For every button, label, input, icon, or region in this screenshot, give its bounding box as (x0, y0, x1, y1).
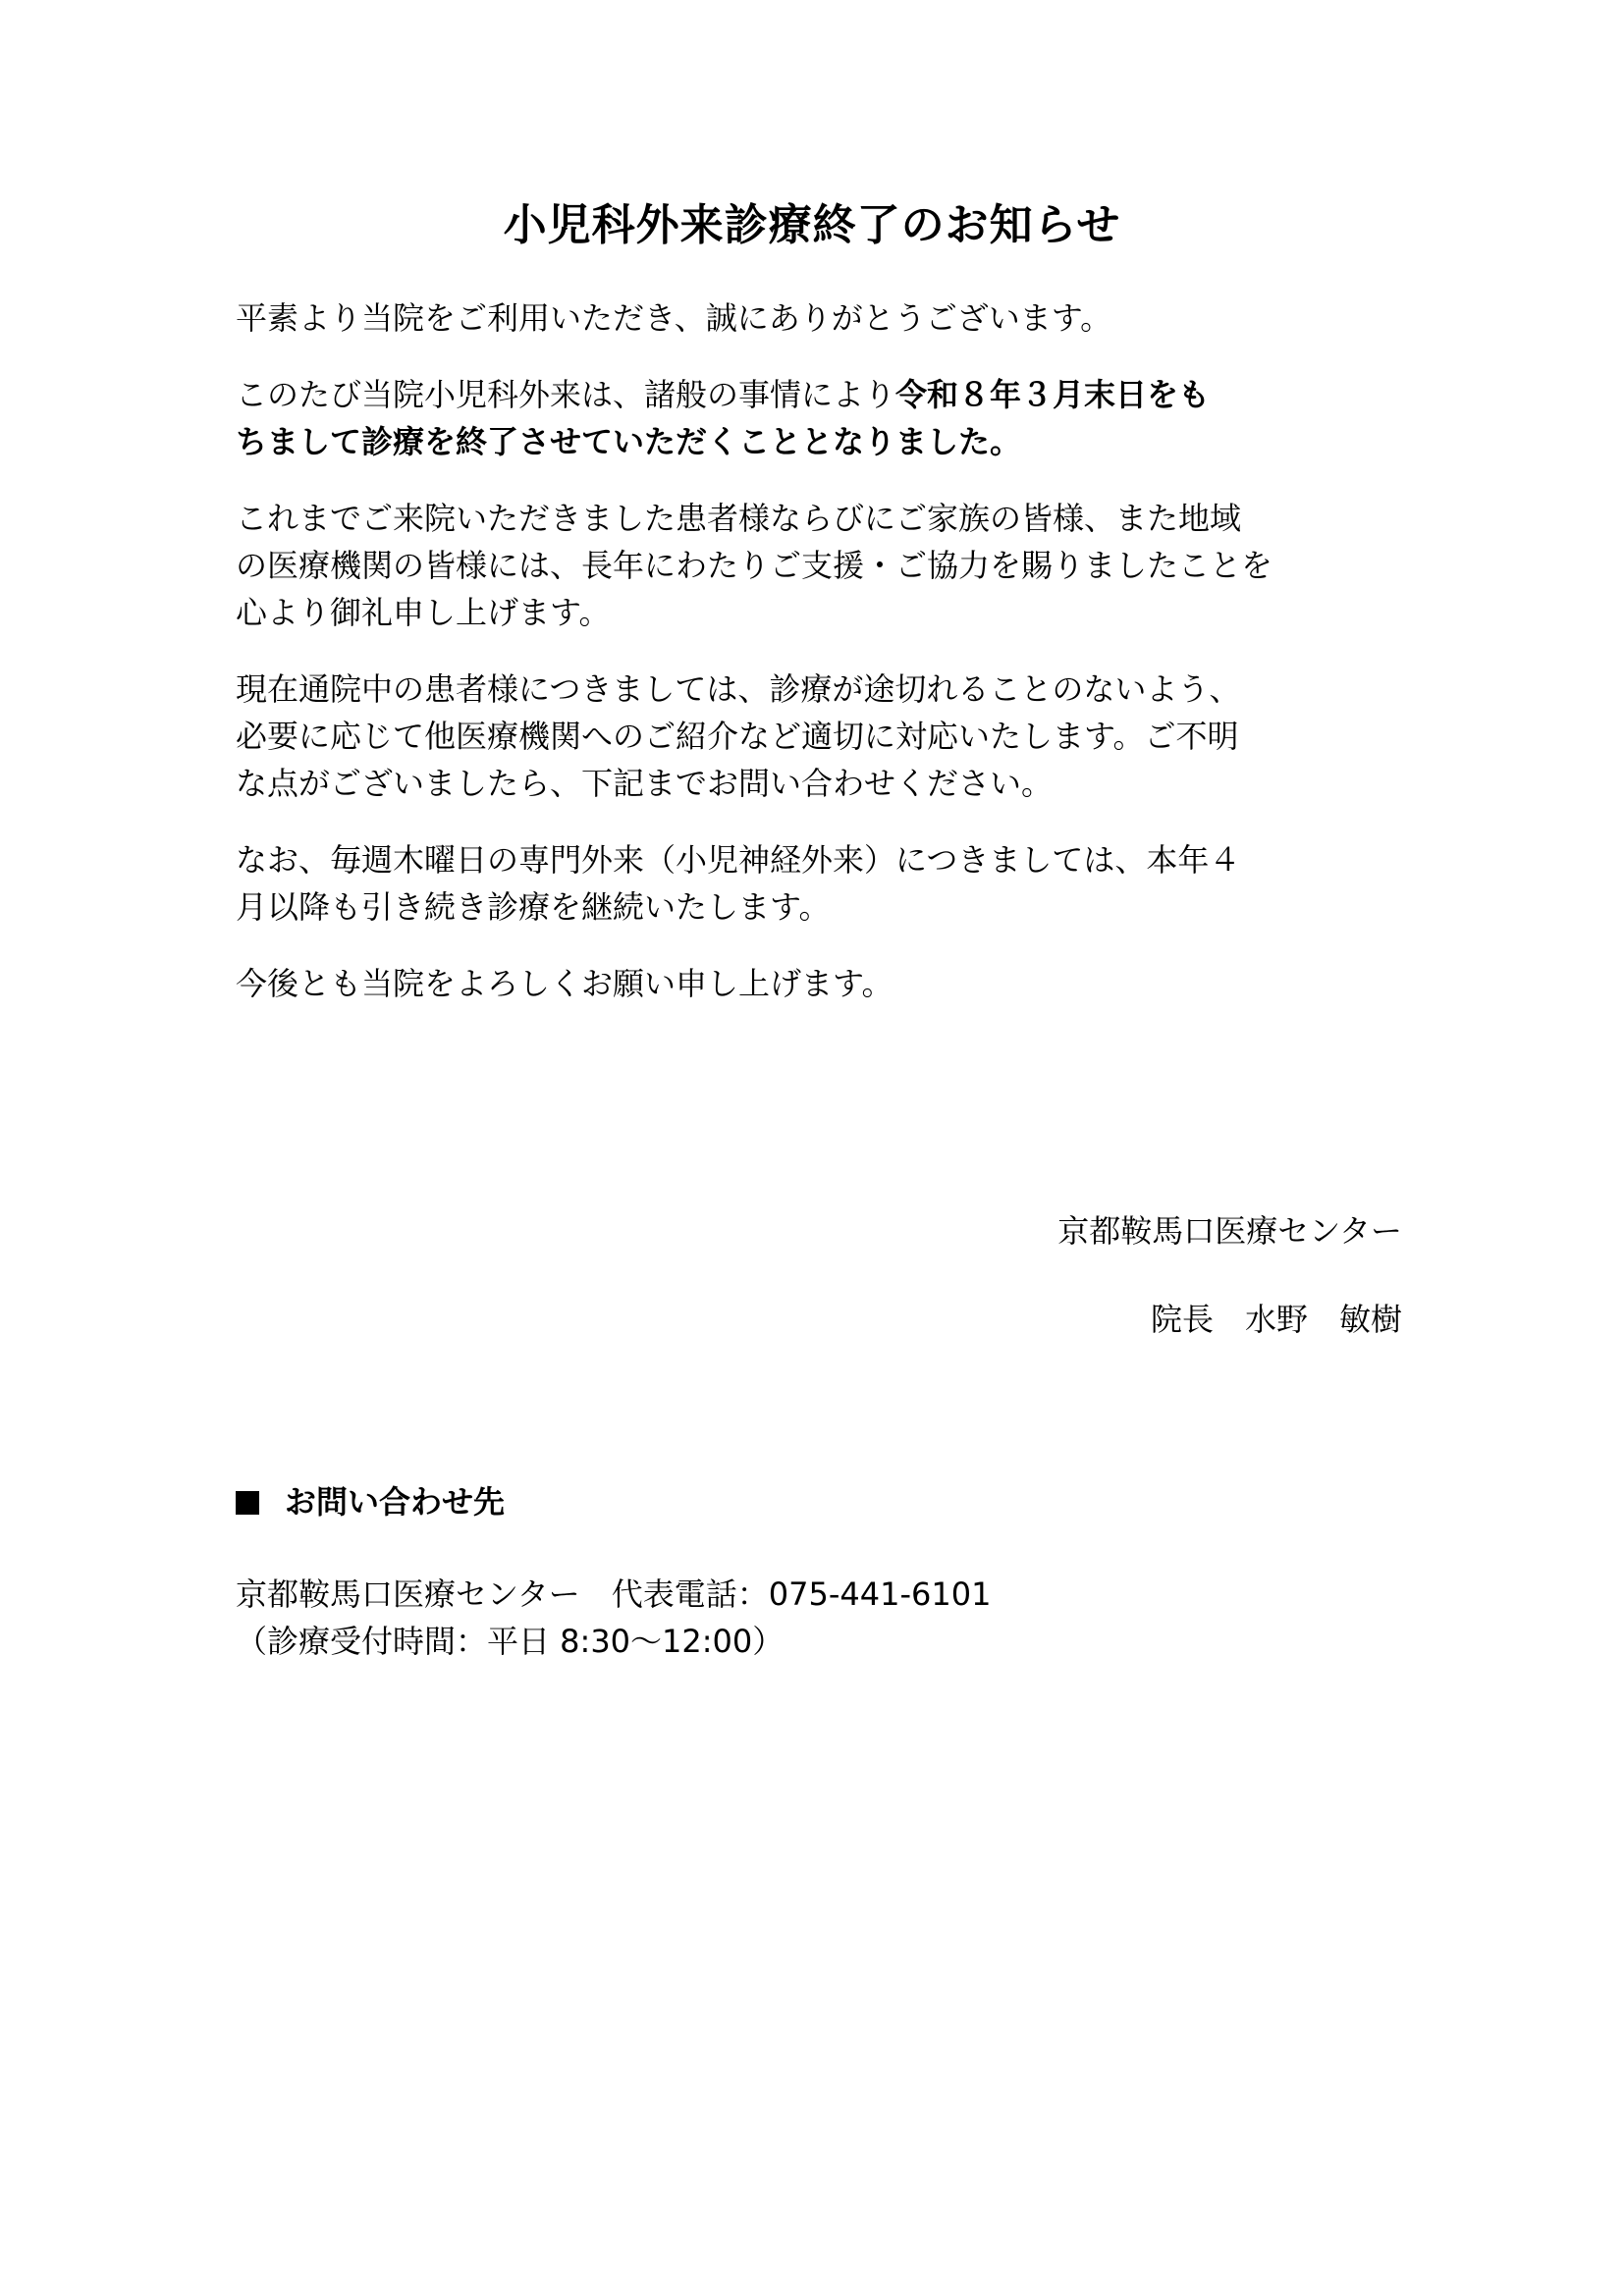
contact-heading (236, 1478, 505, 1525)
signature-organization: 京都鞍馬口医療センター (1057, 1212, 1402, 1250)
contact-heading-text: お問い合わせ先 (285, 1483, 506, 1521)
paragraph-line (236, 371, 1414, 418)
paragraph-line: の医療機関の皆様には、長年にわたりご支援・ご協力を賜りましたことを (236, 547, 1273, 584)
paragraph-line: 月以降も引き続き診療を継続いたします。 (236, 888, 831, 926)
paragraph-line: ちまして診療を終了させていただくこととなりました。 (236, 423, 1022, 460)
paragraph-line: 平素より当院をご利用いただき、誠にありがとうございます。 (236, 299, 1112, 337)
paragraph-line: 心より御礼申し上げます。 (236, 594, 611, 631)
paragraph-thanks (236, 495, 1414, 636)
contact-hours: （診療受付時間：平日 8:30～12:00） (236, 1623, 785, 1660)
signature-person (1057, 1296, 1402, 1343)
paragraph-current-patients (236, 666, 1414, 807)
paragraph-line: これまでご来院いただきました患者様ならびにご家族の皆様、また地域 (236, 500, 1242, 537)
contact-organization: 京都鞍馬口医療センター (236, 1575, 580, 1613)
paragraph-line: 現在通院中の患者様につきましては、診療が途切れることのないよう、 (236, 670, 1241, 708)
paragraph-closure-announcement (236, 371, 1414, 465)
signature-block (1057, 1207, 1402, 1343)
signature-name: 水野 敏樹 (1244, 1301, 1402, 1338)
paragraph-greeting (236, 294, 1414, 342)
contact-phone: 075-441-6101 (768, 1575, 992, 1613)
black-square-icon (236, 1491, 259, 1515)
notice-body (236, 294, 1414, 1037)
text-bold: 令和８年３月末日をも (895, 376, 1211, 413)
paragraph-line: 今後とも当院をよろしくお願い申し上げます。 (236, 965, 893, 1002)
paragraph-line: なお、毎週木曜日の専門外来（小児神経外来）につきましては、本年４ (236, 841, 1241, 879)
paragraph-line: な点がございましたら、下記までお問い合わせください。 (236, 765, 1054, 802)
paragraph-closing (236, 960, 1414, 1007)
page-title: 小児科外来診療終了のお知らせ (503, 200, 1121, 250)
contact-phone-label: 代表電話： (611, 1575, 769, 1613)
contact-line (236, 1571, 991, 1618)
paragraph-line: 必要に応じて他医療機関へのご紹介など適切に対応いたします。ご不明 (236, 718, 1239, 755)
paragraph-specialty-clinic (236, 836, 1414, 931)
signature-role: 院長 (1150, 1301, 1214, 1338)
text-normal: このたび当院小児科外来は、諸般の事情により (236, 376, 896, 413)
contact-info (236, 1571, 991, 1665)
